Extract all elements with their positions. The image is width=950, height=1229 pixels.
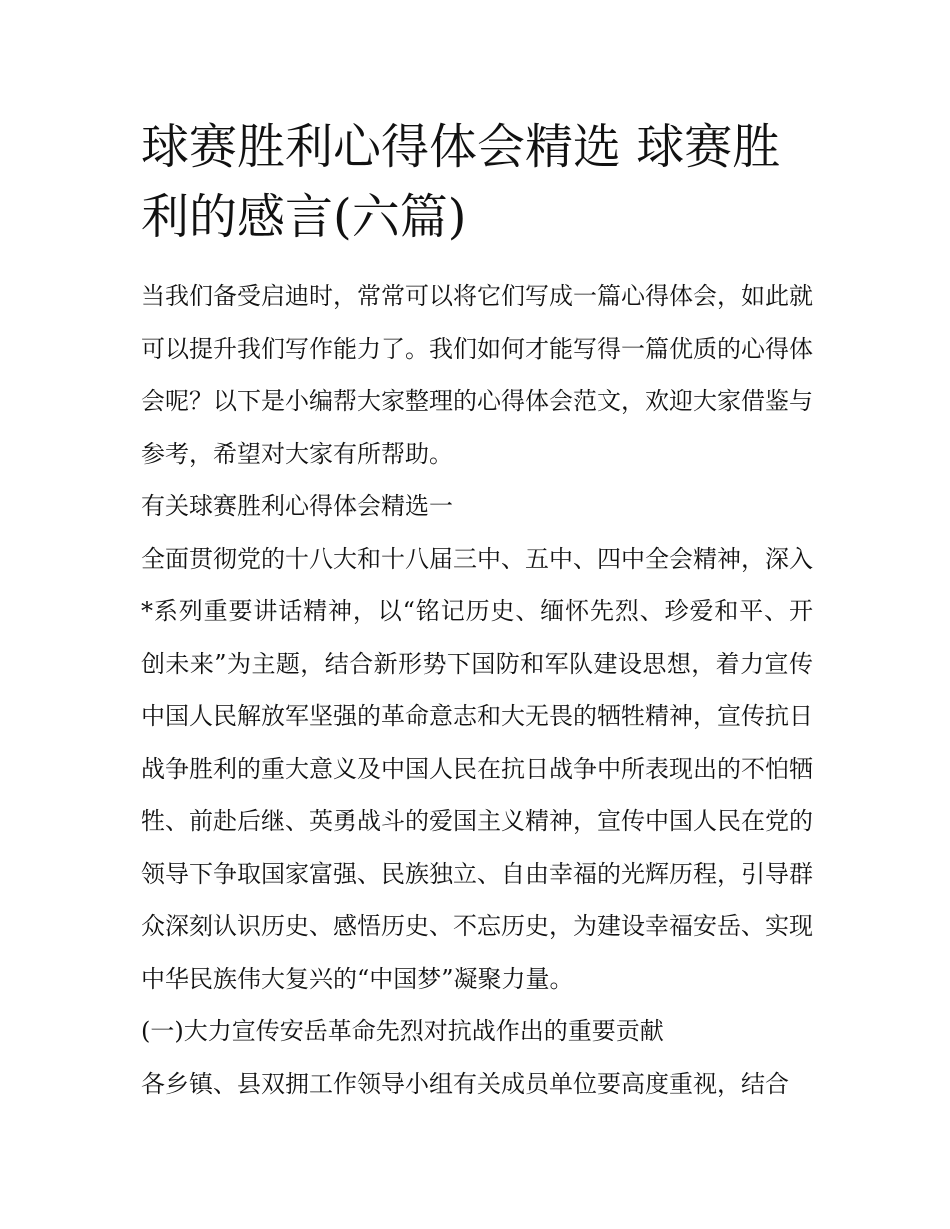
section-heading-1: 有关球赛胜利心得体会精选一: [141, 492, 453, 520]
subsection-body-1: 各乡镇、县双拥工作领导小组有关成员单位要高度重视，结合: [141, 1069, 789, 1098]
document-title: 球赛胜利心得体会精选 球赛胜利的感言(六篇): [141, 119, 781, 245]
subsection-heading-1: (一)大力宣传安岳革命先烈对抗战作出的重要贡献: [141, 1017, 664, 1045]
section-body-1: 全面贯彻党的十八大和十八届三中、五中、四中全会精神，深入*系列重要讲话精神，以“铭记历史、缅怀先烈、珍爱和平、开创未来”为主题，结合新形势下国防和军队建设思想，着力宣传中国人民解放军坚强的革命意志和大无畏的牺牲精神，宣传抗日战争胜利的重大意义及中国人民在抗日战争中所表现出的不怕牺牲、前赴后继、英勇战斗的爱国主义精神，宣传中国人民在党的领导下争取国家富强、民族独立、自由幸福的光辉历程，引导群众深刻认识历史、感悟历史、不忘历史，为建设幸福安岳、实现中华民族伟大复兴的“中国梦”凝聚力量。: [141, 544, 813, 993]
intro-paragraph: 当我们备受启迪时，常常可以将它们写成一篇心得体会，如此就可以提升我们写作能力了。我们如何才能写得一篇优质的心得体会呢？以下是小编帮大家整理的心得体会范文，欢迎大家借鉴与参考，希望对大家有所帮助。: [141, 282, 813, 468]
document-page: [141, 112, 813, 1110]
